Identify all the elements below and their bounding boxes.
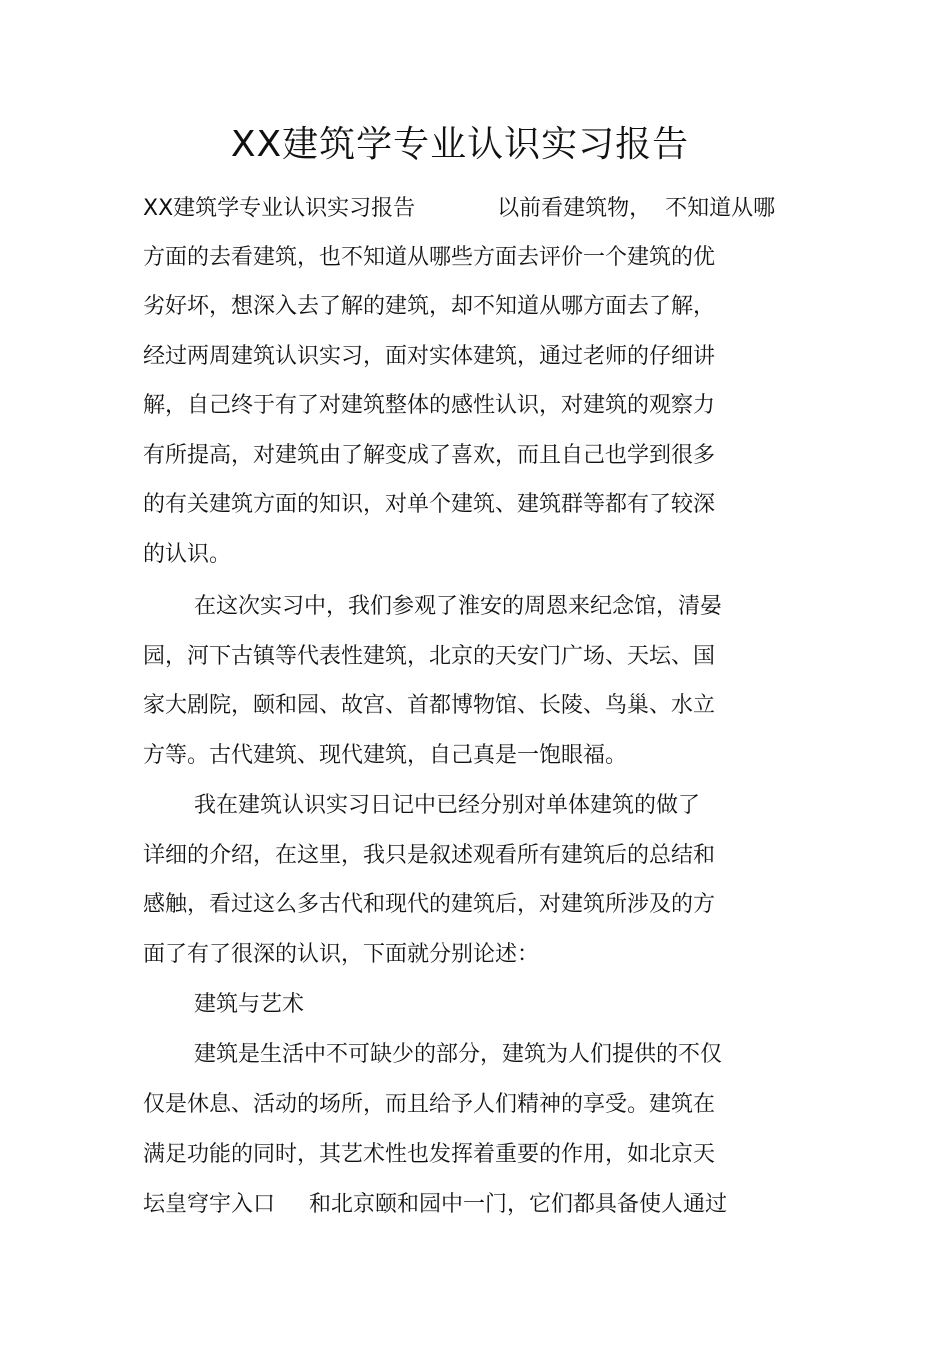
paragraph-line: 解，自己终于有了对建筑整体的感性认识，对建筑的观察力 (143, 393, 716, 418)
intro-text-part-1: 以前看建筑物， (497, 196, 652, 221)
paragraph-line (143, 1190, 727, 1220)
paragraph-line: 的有关建筑方面的知识，对单个建筑、建筑群等都有了较深 (143, 492, 716, 517)
intro-text-part-2: 不知道从哪 (665, 196, 776, 221)
paragraph-line: 仅是休息、活动的场所，而且给予人们精神的享受。建筑在 (143, 1092, 716, 1117)
paragraph-line: 有所提高，对建筑由了解变成了喜欢，而且自己也学到很多 (143, 443, 716, 468)
document-title: XX建筑学专业认识实习报告 (230, 124, 690, 165)
paragraph-line: 劣好坏，想深入去了解的建筑，却不知道从哪方面去了解， (143, 294, 716, 319)
paragraph-line: 家大剧院，颐和园、故宫、首都博物馆、长陵、鸟巢、水立 (143, 693, 716, 718)
paragraph-line: 我在建筑认识实习日记中已经分别对单体建筑的做了 (194, 793, 701, 818)
text-part-2: 和北京颐和园中一门，它们都具备使人通过 (309, 1192, 728, 1217)
paragraph-line: 面了有了很深的认识，下面就分别论述： (143, 942, 540, 967)
paragraph-line: 的认识。 (143, 542, 232, 567)
paragraph-line: 详细的介绍，在这里，我只是叙述观看所有建筑后的总结和 (143, 843, 716, 868)
paragraph-line: 感触，看过这么多古代和现代的建筑后，对建筑所涉及的方 (143, 892, 716, 917)
paragraph-line: 在这次实习中，我们参观了淮安的周恩来纪念馆，清晏 (194, 594, 723, 619)
paragraph-line: 园，河下古镇等代表性建筑，北京的天安门广场、天坛、国 (143, 644, 716, 669)
paragraph-line: 经过两周建筑认识实习，面对实体建筑，通过老师的仔细讲 (143, 344, 716, 369)
paragraph-line: 方等。古代建筑、现代建筑，自己真是一饱眼福。 (143, 743, 628, 768)
text-part-1: 坛皇穹宇入口 (143, 1192, 276, 1217)
paragraph-line: 满足功能的同时，其艺术性也发挥着重要的作用，如北京天 (143, 1142, 716, 1167)
paragraph-line: 建筑是生活中不可缺少的部分，建筑为人们提供的不仅 (194, 1042, 723, 1067)
paragraph-line (143, 194, 775, 224)
section-heading: 建筑与艺术 (194, 992, 305, 1017)
paragraph-line: 方面的去看建筑，也不知道从哪些方面去评价一个建筑的优 (143, 245, 716, 270)
intro-heading-text: XX建筑学专业认识实习报告 (143, 196, 416, 221)
